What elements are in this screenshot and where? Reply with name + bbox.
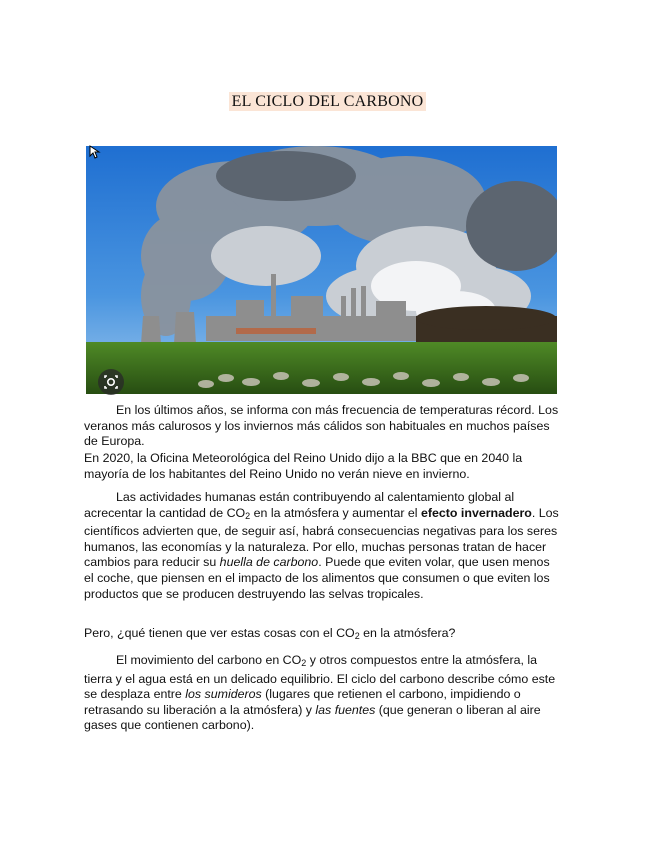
paragraph-5-part-c: (lugares que retienen el carbono, impidiendo o retrasando su liberación a la atmósfera) y <box>84 687 521 717</box>
image-search-lens-icon[interactable] <box>98 369 124 395</box>
paragraph-4-part-b: en la atmósfera? <box>359 626 456 640</box>
paragraph-5-part-d: (que generan o liberan al aire gases que contienen carbono). <box>84 702 541 733</box>
paragraph-3-part-b: en la atmósfera y aumentar el <box>250 505 421 520</box>
co2-subscript: 2 <box>354 631 360 641</box>
paragraph-3-part-c: . Los científicos advierten que, de seguir así, habrá consecuencias negativas para los seres humanos, las economías y la naturaleza. Por ello, muchas personas tratan de hacer cambios para reducir su <box>84 505 559 570</box>
paragraph-2-text: En 2020, la Oficina Meteorológica del Reino Unido dijo a la BBC que en 2040 la mayoría de los habitantes del Reino Unido no verán nieve en invierno. <box>84 451 523 481</box>
paragraph-4-part-a: Pero, ¿qué tienen que ver estas cosas con el CO <box>84 626 355 640</box>
bold-term-efecto-invernadero: efecto invernadero <box>421 505 532 520</box>
paragraph-1 <box>84 403 560 450</box>
paragraph-2 <box>84 451 560 482</box>
paragraph-3 <box>84 490 560 602</box>
power-plant-photo <box>86 146 557 394</box>
italic-term-huella-de-carbono: huella de carbono <box>219 555 319 570</box>
paragraph-1-text: En los últimos años, se informa con más frecuencia de temperaturas récord. Los veranos más calurosos y los inviernos más cálidos son habituales en muchos países de Europa. <box>84 403 559 449</box>
co2-subscript: 2 <box>245 510 251 521</box>
paragraph-3-part-d: . Puede que eviten volar, que usen menos el coche, que piensen en el impacto de los alimentos que consumen o que eviten los productos que se producen destruyendo las selvas tropicales. <box>84 555 550 601</box>
paragraph-5 <box>84 653 560 734</box>
paragraph-5-part-b: y otros compuestos entre la atmósfera, la tierra y el agua está en un delicado equilibrio. El ciclo del carbono describe cómo este se desplaza entre <box>84 653 556 702</box>
co2-subscript: 2 <box>301 658 307 668</box>
paragraph-3-part-a: Las actividades humanas están contribuyendo al calentamiento global al acrecentar la cantidad de CO <box>84 490 515 520</box>
document-title <box>0 93 655 111</box>
italic-term-las-fuentes: las fuentes <box>315 702 376 717</box>
title-text: EL CICLO DEL CARBONO <box>229 92 427 111</box>
paragraph-4 <box>84 626 560 645</box>
mouse-pointer-icon <box>89 145 101 159</box>
paragraph-5-part-a: El movimiento del carbono en CO <box>116 653 302 667</box>
italic-term-los-sumideros: los sumideros <box>185 687 262 702</box>
